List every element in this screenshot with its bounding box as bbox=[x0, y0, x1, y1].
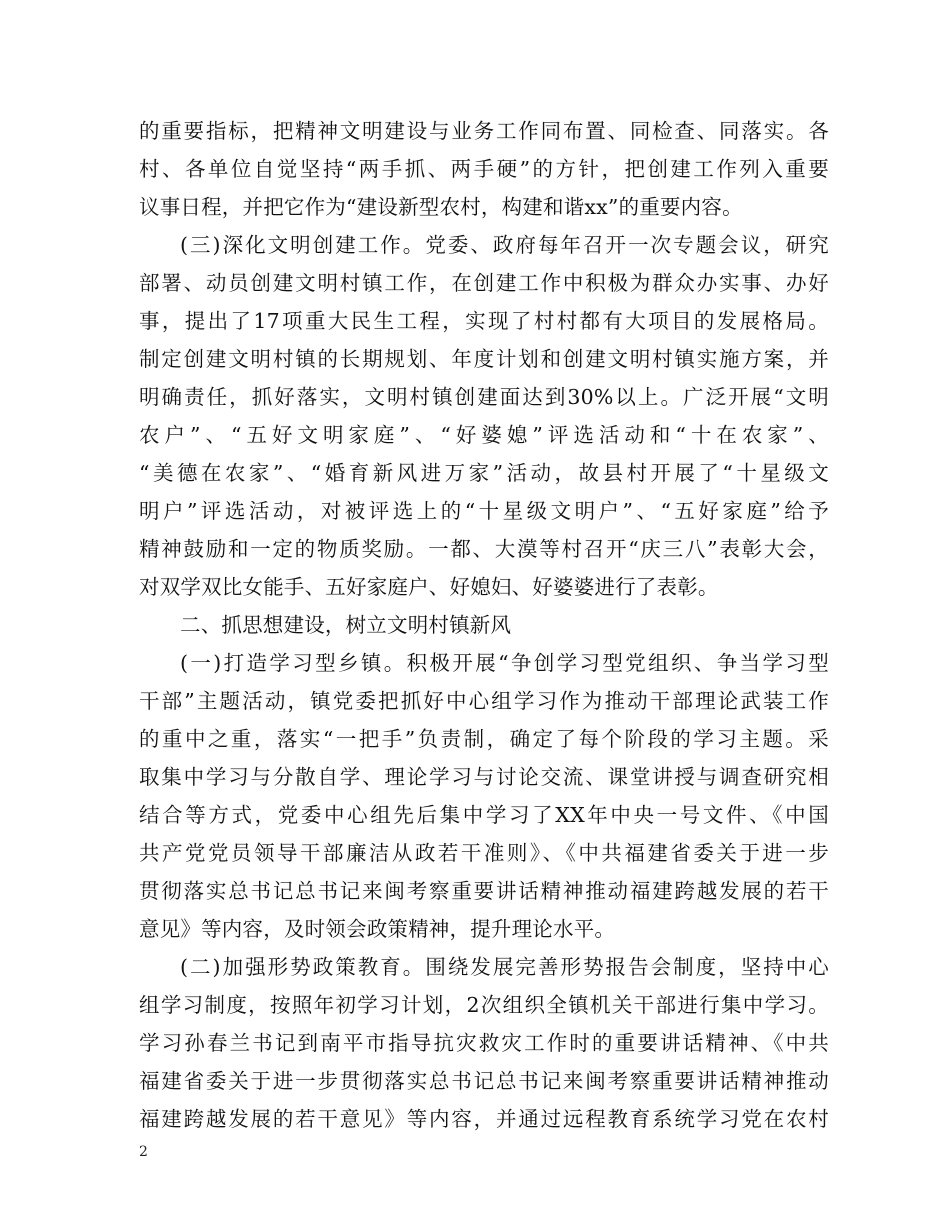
text-line: 明户”评选活动，对被评选上的“十星级文明户”、“五好家庭”给予 bbox=[139, 499, 829, 523]
text-line: 组学习制度，按照年初学习计划，2次组织全镇机关干部进行集中学习。 bbox=[139, 993, 829, 1017]
text-line: 事，提出了17项重大民生工程，实现了村村都有大项目的发展格局。 bbox=[139, 309, 829, 333]
text-line: “美德在农家”、“婚育新风进万家”活动，故县村开展了“十星级文 bbox=[139, 461, 829, 485]
text-line: (一)打造学习型乡镇。积极开展“争创学习型党组织、争当学习型 bbox=[180, 651, 829, 675]
text-line: 取集中学习与分散自学、理论学习与讨论交流、课堂讲授与调查研究相 bbox=[139, 765, 829, 789]
text-line: 学习孙春兰书记到南平市指导抗灾救灾工作时的重要讲话精神、《中共 bbox=[139, 1031, 829, 1055]
text-line: 议事日程，并把它作为“建设新型农村，构建和谐xx”的重要内容。 bbox=[139, 195, 743, 219]
text-line: 二、抓思想建设，树立文明村镇新风 bbox=[180, 613, 512, 637]
document-body bbox=[139, 112, 829, 1138]
text-line: 制定创建文明村镇的长期规划、年度计划和创建文明村镇实施方案，并 bbox=[139, 347, 829, 371]
text-line: 精神鼓励和一定的物质奖励。一都、大漠等村召开“庆三八”表彰大会， bbox=[139, 537, 829, 561]
text-line: (二)加强形势政策教育。围绕发展完善形势报告会制度，坚持中心 bbox=[180, 955, 829, 979]
text-line: 干部”主题活动，镇党委把抓好中心组学习作为推动干部理论武装工作 bbox=[139, 689, 829, 713]
text-line: 村、各单位自觉坚持“两手抓、两手硬”的方针，把创建工作列入重要 bbox=[139, 157, 829, 181]
page-number: 2 bbox=[139, 1144, 148, 1160]
text-line: 福建省委关于进一步贯彻落实总书记总书记来闽考察重要讲话精神推动 bbox=[139, 1069, 829, 1093]
text-line: 共产党党员领导干部廉洁从政若干准则》、《中共福建省委关于进一步 bbox=[139, 841, 829, 865]
text-line: 意见》等内容，及时领会政策精神，提升理论水平。 bbox=[139, 917, 616, 941]
text-line: (三)深化文明创建工作。党委、政府每年召开一次专题会议，研究 bbox=[180, 233, 829, 257]
text-line: 结合等方式，党委中心组先后集中学习了XX年中央一号文件、《中国 bbox=[139, 803, 829, 827]
text-line: 对双学双比女能手、五好家庭户、好媳妇、好婆婆进行了表彰。 bbox=[139, 575, 719, 599]
text-line: 的重要指标，把精神文明建设与业务工作同布置、同检查、同落实。各 bbox=[139, 119, 829, 143]
text-line: 农户”、“五好文明家庭”、“好婆媳”评选活动和“十在农家”、 bbox=[139, 423, 829, 447]
text-line: 福建跨越发展的若干意见》等内容，并通过远程教育系统学习党在农村 bbox=[139, 1107, 829, 1131]
text-line: 部署、动员创建文明村镇工作，在创建工作中积极为群众办实事、办好 bbox=[139, 271, 829, 295]
text-line: 的重中之重，落实“一把手”负责制，确定了每个阶段的学习主题。采 bbox=[139, 727, 829, 751]
text-line: 明确责任，抓好落实，文明村镇创建面达到30%以上。广泛开展“文明 bbox=[139, 385, 829, 409]
text-line: 贯彻落实总书记总书记来闽考察重要讲话精神推动福建跨越发展的若干 bbox=[139, 879, 829, 903]
